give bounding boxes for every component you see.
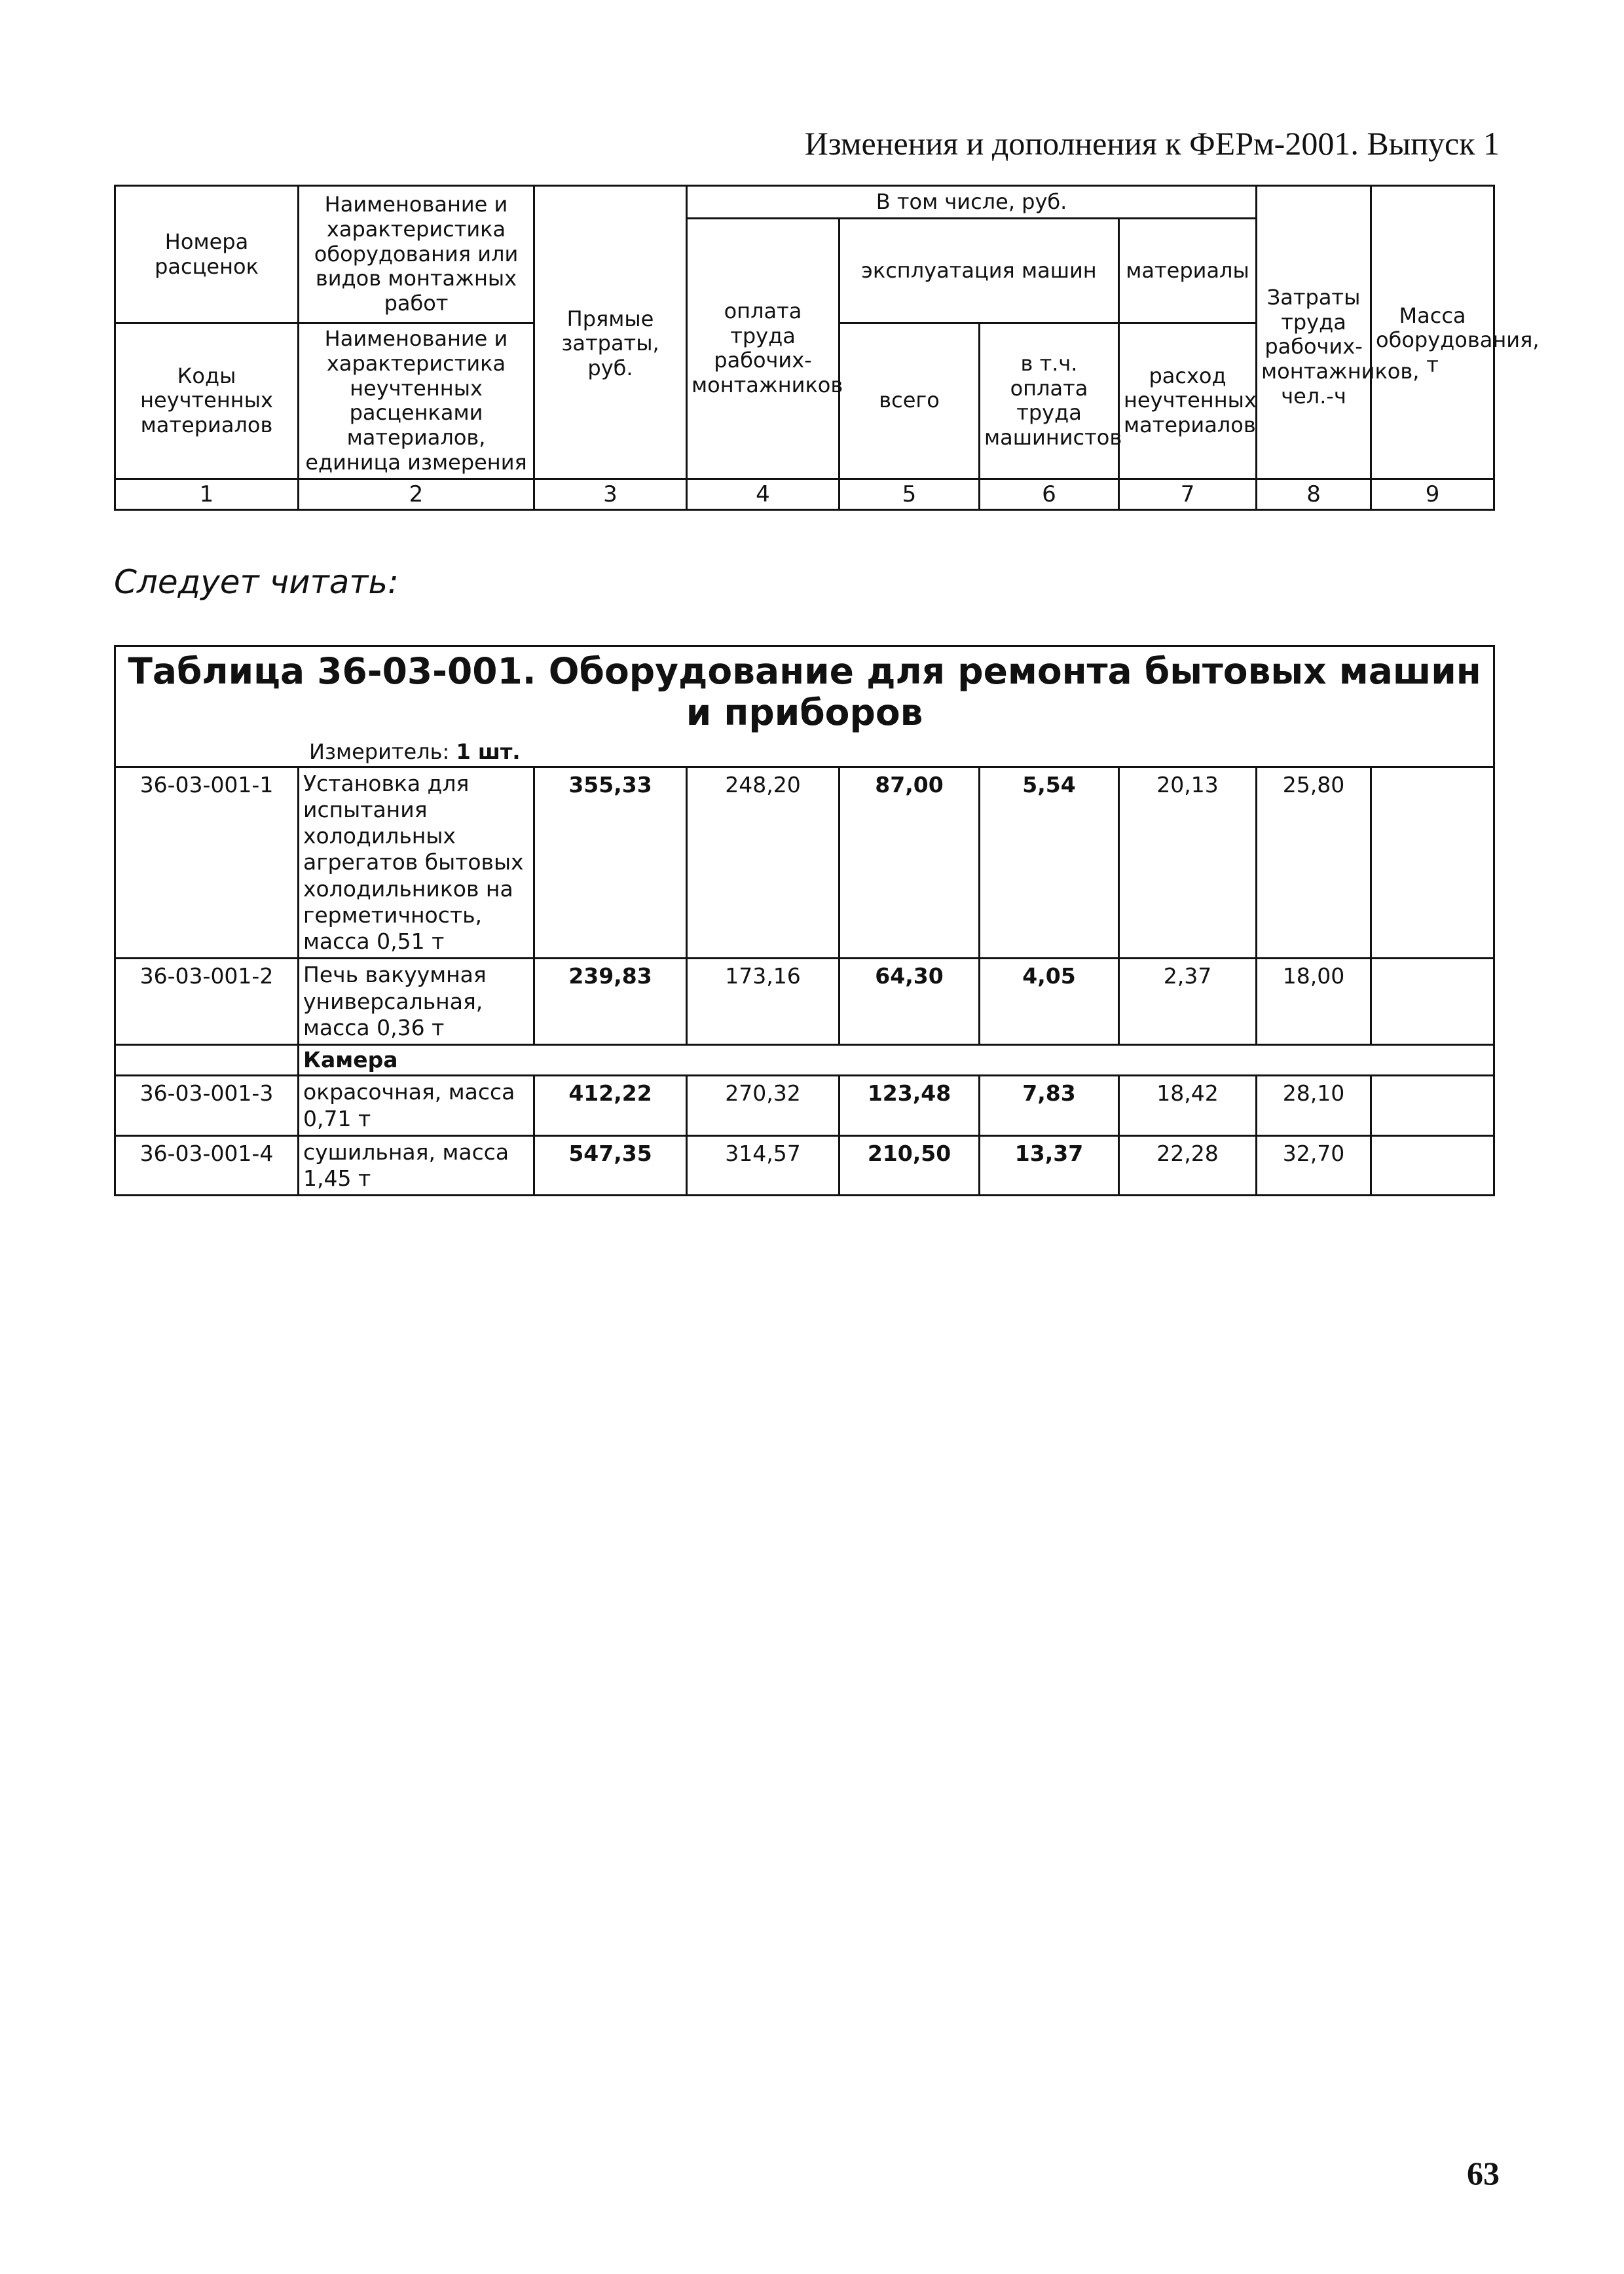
header-labor-costs: Затраты труда рабочих-монтажников, чел.-ч — [1257, 186, 1371, 479]
materials: 18,42 — [1119, 1076, 1257, 1136]
column-header-table — [114, 185, 1540, 511]
column-number: 6 — [980, 479, 1119, 509]
rate-name: Печь вакуумная универсальная, масса 0,36 т — [299, 959, 534, 1045]
page-number: 63 — [1467, 2155, 1500, 2191]
rate-code: 36-03-001-1 — [115, 767, 299, 959]
rate-code: 36-03-001-2 — [115, 959, 299, 1045]
header-machines-total: всего — [840, 323, 980, 479]
labor-pay: 270,32 — [687, 1076, 840, 1136]
table-title-cell — [115, 646, 1494, 767]
header-materials: материалы — [1119, 219, 1257, 323]
table-row — [115, 959, 1494, 1045]
materials: 20,13 — [1119, 767, 1257, 959]
header-rate-numbers: Номера расценок — [115, 186, 299, 323]
header-labor-pay: оплата труда рабочих-монтажников — [687, 219, 840, 479]
rate-code: 36-03-001-3 — [115, 1076, 299, 1136]
header-equipment-mass: Масса оборудования, т — [1371, 186, 1494, 479]
table-row — [115, 767, 1494, 959]
equipment-mass — [1371, 959, 1494, 1045]
labor-hours: 25,80 — [1257, 767, 1371, 959]
header-materials-unaccounted: расход неучтенных материалов — [1119, 323, 1257, 479]
header-direct-costs: Прямые затраты, руб. — [534, 186, 687, 479]
table-row — [115, 1076, 1494, 1136]
group-code-empty — [115, 1045, 299, 1076]
group-label: Камера — [299, 1045, 1494, 1076]
header-unaccounted-codes: Коды неучтенных материалов — [115, 323, 299, 479]
labor-pay: 314,57 — [687, 1135, 840, 1196]
operators-pay: 5,54 — [980, 767, 1119, 959]
rate-code: 36-03-001-4 — [115, 1135, 299, 1196]
rate-name: окрасочная, масса 0,71 т — [299, 1076, 534, 1136]
header-name-top: Наименование и характеристика оборудования или видов монтажных работ — [299, 186, 534, 323]
machines-total: 123,48 — [840, 1076, 980, 1136]
labor-hours: 18,00 — [1257, 959, 1371, 1045]
header-including: В том числе, руб. — [687, 186, 1257, 219]
machines-total: 210,50 — [840, 1135, 980, 1196]
column-number: 2 — [299, 479, 534, 509]
operators-pay: 13,37 — [980, 1135, 1119, 1196]
machines-total: 64,30 — [840, 959, 980, 1045]
direct-costs: 547,35 — [534, 1135, 687, 1196]
header-machines: эксплуатация машин — [840, 219, 1119, 323]
meter-label: Измеритель: — [309, 739, 450, 764]
column-number: 1 — [115, 479, 299, 509]
column-number: 7 — [1119, 479, 1257, 509]
meter — [309, 739, 1486, 765]
read-as-label: Следует читать: — [114, 563, 399, 601]
rates-table — [114, 645, 1495, 1196]
running-header: Изменения и дополнения к ФЕРм-2001. Выпуск 1 — [804, 125, 1500, 162]
operators-pay: 4,05 — [980, 959, 1119, 1045]
column-number: 3 — [534, 479, 687, 509]
materials: 22,28 — [1119, 1135, 1257, 1196]
direct-costs: 412,22 — [534, 1076, 687, 1136]
table-title: Таблица 36-03-001. Оборудование для ремонта бытовых машин и приборов — [128, 650, 1481, 734]
meter-value: 1 шт. — [456, 739, 521, 764]
machines-total: 87,00 — [840, 767, 980, 959]
table-row — [115, 1135, 1494, 1196]
column-number: 9 — [1371, 479, 1494, 509]
header-name-bottom: Наименование и характеристика неучтенных расценками материалов, единица измерения — [299, 323, 534, 479]
labor-hours: 28,10 — [1257, 1076, 1371, 1136]
group-row — [115, 1045, 1494, 1076]
equipment-mass — [1371, 1135, 1494, 1196]
labor-pay: 173,16 — [687, 959, 840, 1045]
header-operators-pay: в т.ч. оплата труда машинистов — [980, 323, 1119, 479]
labor-pay: 248,20 — [687, 767, 840, 959]
direct-costs: 239,83 — [534, 959, 687, 1045]
materials: 2,37 — [1119, 959, 1257, 1045]
rate-name: сушильная, масса 1,45 т — [299, 1135, 534, 1196]
equipment-mass — [1371, 1076, 1494, 1136]
column-number: 8 — [1257, 479, 1371, 509]
rate-name: Установка для испытания холодильных агрегатов бытовых холодильников на герметичность, масса 0,51 т — [299, 767, 534, 959]
operators-pay: 7,83 — [980, 1076, 1119, 1136]
direct-costs: 355,33 — [534, 767, 687, 959]
equipment-mass — [1371, 767, 1494, 959]
labor-hours: 32,70 — [1257, 1135, 1371, 1196]
column-number: 5 — [840, 479, 980, 509]
column-number: 4 — [687, 479, 840, 509]
